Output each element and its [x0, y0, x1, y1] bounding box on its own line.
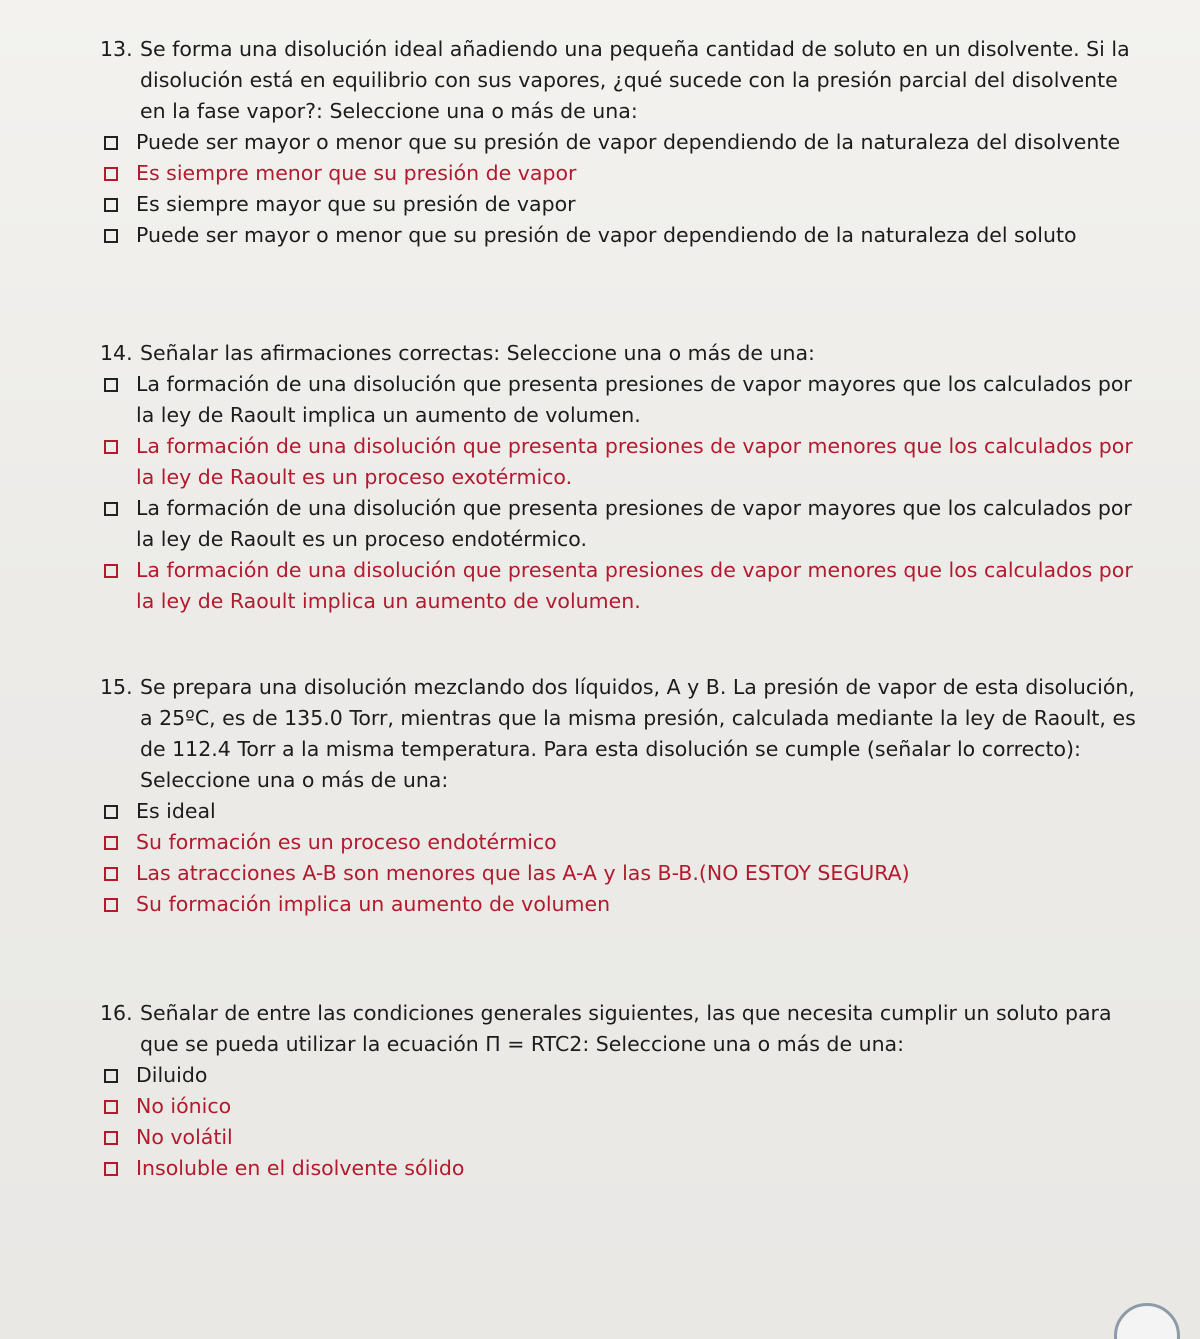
question-16: [100, 998, 1140, 1184]
checkbox-icon[interactable]: [104, 167, 118, 181]
option-14-3[interactable]: [100, 493, 1140, 555]
page-corner-icon: [1114, 1303, 1180, 1339]
options-list: [100, 1060, 1140, 1184]
options-list: [100, 369, 1140, 617]
option-label: Su formación es un proceso endotérmico: [136, 830, 557, 854]
option-16-3[interactable]: [100, 1122, 1140, 1153]
question-header: [100, 998, 1140, 1060]
checkbox-icon[interactable]: [104, 805, 118, 819]
option-label: Puede ser mayor o menor que su presión de vapor dependiendo de la naturaleza del soluto: [136, 223, 1077, 247]
option-label: Puede ser mayor o menor que su presión de vapor dependiendo de la naturaleza del disolvente: [136, 130, 1121, 154]
option-label: Su formación implica un aumento de volumen: [136, 892, 611, 916]
option-label: La formación de una disolución que presenta presiones de vapor menores que los calculados por la ley de Raoult implica un aumento de volumen.: [136, 558, 1133, 613]
option-15-4[interactable]: [100, 889, 1140, 920]
checkbox-icon[interactable]: [104, 1100, 118, 1114]
question-number: 13.: [100, 37, 133, 61]
option-16-2[interactable]: [100, 1091, 1140, 1122]
checkbox-icon[interactable]: [104, 440, 118, 454]
option-label: Es siempre mayor que su presión de vapor: [136, 192, 576, 216]
question-text: Se forma una disolución ideal añadiendo una pequeña cantidad de soluto en un disolvente. Si la disolución está en equilibrio con sus vapores, ¿qué sucede con la presión parcial del disolvente en la fase vapor?: Seleccione una o más de una:: [140, 37, 1130, 123]
option-label: Insoluble en el disolvente sólido: [136, 1156, 465, 1180]
option-label: No iónico: [136, 1094, 232, 1118]
option-16-4[interactable]: [100, 1153, 1140, 1184]
checkbox-icon[interactable]: [104, 198, 118, 212]
question-13: [100, 34, 1140, 251]
checkbox-icon[interactable]: [104, 1162, 118, 1176]
checkbox-icon[interactable]: [104, 564, 118, 578]
option-14-1[interactable]: [100, 369, 1140, 431]
checkbox-icon[interactable]: [104, 836, 118, 850]
option-14-2[interactable]: [100, 431, 1140, 493]
checkbox-icon[interactable]: [104, 502, 118, 516]
option-13-1[interactable]: [100, 127, 1140, 158]
option-label: La formación de una disolución que presenta presiones de vapor menores que los calculados por la ley de Raoult es un proceso exotérmico.: [136, 434, 1133, 489]
option-15-1[interactable]: [100, 796, 1140, 827]
option-label: Es siempre menor que su presión de vapor: [136, 161, 577, 185]
question-number: 14.: [100, 341, 133, 365]
option-label: Las atracciones A-B son menores que las A-A y las B-B.(NO ESTOY SEGURA): [136, 861, 910, 885]
question-text: Señalar las afirmaciones correctas: Seleccione una o más de una:: [140, 341, 815, 365]
question-header: [100, 34, 1140, 127]
option-label: Es ideal: [136, 799, 216, 823]
option-13-4[interactable]: [100, 220, 1140, 251]
question-number: 16.: [100, 1001, 133, 1025]
option-16-1[interactable]: [100, 1060, 1140, 1091]
question-14: [100, 338, 1140, 617]
option-label: No volátil: [136, 1125, 233, 1149]
checkbox-icon[interactable]: [104, 898, 118, 912]
option-label: Diluido: [136, 1063, 208, 1087]
options-list: [100, 796, 1140, 920]
option-14-4[interactable]: [100, 555, 1140, 617]
option-13-3[interactable]: [100, 189, 1140, 220]
option-label: La formación de una disolución que presenta presiones de vapor mayores que los calculados por la ley de Raoult es un proceso endotérmico.: [136, 496, 1132, 551]
option-13-2[interactable]: [100, 158, 1140, 189]
question-header: [100, 338, 1140, 369]
checkbox-icon[interactable]: [104, 229, 118, 243]
question-text: Se prepara una disolución mezclando dos líquidos, A y B. La presión de vapor de esta disolución, a 25ºC, es de 135.0 Torr, mientras que la misma presión, calculada mediante la ley de Raoult, es de 112.4 Torr a la misma temperatura. Para esta disolución se cumple (señalar lo correcto): Seleccione una o más de una:: [140, 675, 1136, 792]
checkbox-icon[interactable]: [104, 1131, 118, 1145]
checkbox-icon[interactable]: [104, 378, 118, 392]
question-15: [100, 672, 1140, 920]
option-label: La formación de una disolución que presenta presiones de vapor mayores que los calculados por la ley de Raoult implica un aumento de volumen.: [136, 372, 1132, 427]
question-number: 15.: [100, 675, 133, 699]
question-header: [100, 672, 1140, 796]
option-15-3[interactable]: [100, 858, 1140, 889]
checkbox-icon[interactable]: [104, 136, 118, 150]
option-15-2[interactable]: [100, 827, 1140, 858]
question-text: Señalar de entre las condiciones generales siguientes, las que necesita cumplir un soluto para que se pueda utilizar la ecuación Π = RTC2: Seleccione una o más de una:: [140, 1001, 1112, 1056]
checkbox-icon[interactable]: [104, 867, 118, 881]
checkbox-icon[interactable]: [104, 1069, 118, 1083]
options-list: [100, 127, 1140, 251]
